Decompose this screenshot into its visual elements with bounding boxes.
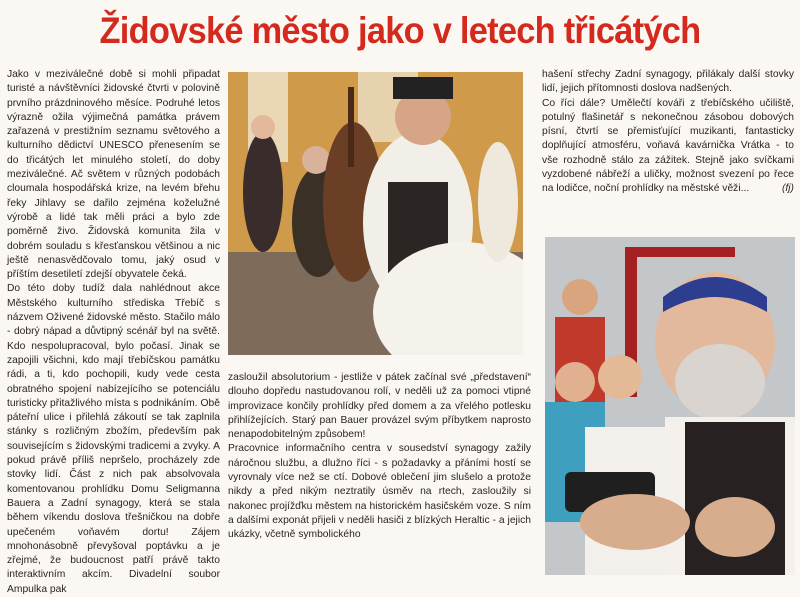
photo-musicians [228,72,523,355]
paragraph: hašení střechy Zadní synagogy, přilákaly další stovky lidí, jejich přítomnosti doslova nadšených. [542,69,794,95]
author-signature: (fj) [781,183,794,195]
photo-musicians-illustration [228,72,523,355]
article-column-3 [542,68,794,197]
article-column-2 [228,371,531,543]
paragraph: zasloužil absolutorium - jestliže v pátek začínal své „představení“ dlouho dopředu nastudovanou rolí, v neděli už za pomoci vtipné improvizace končily prohlídky před domem a za vřelého potlesku přihlížejících. Starý pan Bauer provázel svým příbytkem naprosto nenapodobitelným způsobem! [228,372,531,441]
article-headline: Židovské město jako v letech třicátých [99,10,701,51]
paragraph: Jako v meziválečné době si mohli připadat turisté a návštěvníci židovské čtvrti v polovině prvního prázdninového měsíce. Podruhé letos výrazně ožila výjimečná památka právem zařazená v prestižním seznamu světového a kulturního dědictví UNESCO přenesením se do třicátých let minulého století, do doby meziválečné. Ač světem v různých podobách cloumala hospodářská krize, na levém břehu řeky Jihlavy se dařilo zejména koželužné výrobě a lidé tak měli práci a bylo zde poměrně živo. Židovská komunita žila v dobrém souladu s křesťanskou většinou a nic ještě nenasvědčovalo tomu, jaký osud v příštím desetiletí zdejší obyvatele čeká. [7,69,220,281]
paragraph: Pracovnice informačního centra v sousedství synagogy zažily náročnou službu, a dlužno říci - s požadavky a přáními hostí se vyrovnaly více než se ctí. Dobové oblečení jim slušelo a protože nikdy a před nikým neztratily úsměv na rtech, zasloužily si nakonec projížďku městem na historickém hasičském voze. S ním a dalšími exponát přijeli v neděli hasiči z blízkých Heraltic - a jejich ukázky, včetně symbolického [228,443,531,541]
paragraph-text: Co říci dále? Umělečtí kováři z třebíčského učiliště, potulný flašinetář s nekonečnou zásobou dobových písní, čtvrtí se přemisťující muzikanti, fantasticky doplňující atmosféru, voňavá kavárnička Vrátka - to vše rozhodně stálo za zážitek. Stejně jako svíčkami vyzdobené nábřeží a uličky, možnost svezení po řece na lodičce, noční prohlídky na městské věži... [542,97,794,195]
paragraph [542,97,794,197]
paragraph: Do této doby tudíž dala nahlédnout akce Městského kulturního střediska Třebíč s názvem Oživené židovské město. Stačilo málo - dobrý nápad a důvtipný scénář byl na světě. Kdo nespolupracoval, bylo počasí. Jinak se zapojili všichni, kdo mají třebíčskou památku rádi, a ti, kdo pochopili, kudy vede cesta obratného spojení nabízejícího se potenciálu turisticky přitažlivého místa s podnikáním. Obě páteřní ulice i přilehlá zákoutí se tak zaplnila stánky s rozličným zbožím, především pak souvisejícím s židovskými tradicemi a zvyky. A pokud právě příliš nepršelo, procházely zde stovky lidí. Část z nich pak absolvovala komentovanou prohlídku Domu Seligmanna Bauera a Zadní synagogy, která se stala během víkendu doslova třešničkou na dobře upečeném voňavém dortu! Zájem mnohonásobně převyšoval poptávku a je zřejmé, že budoucnost patří právě takto interaktivním akcím. Divadelní soubor Ampulka pak [7,283,220,595]
photo-man-with-camera-illustration [545,237,795,575]
photo-man-with-camera [545,237,795,575]
article-column-1 [7,68,220,597]
